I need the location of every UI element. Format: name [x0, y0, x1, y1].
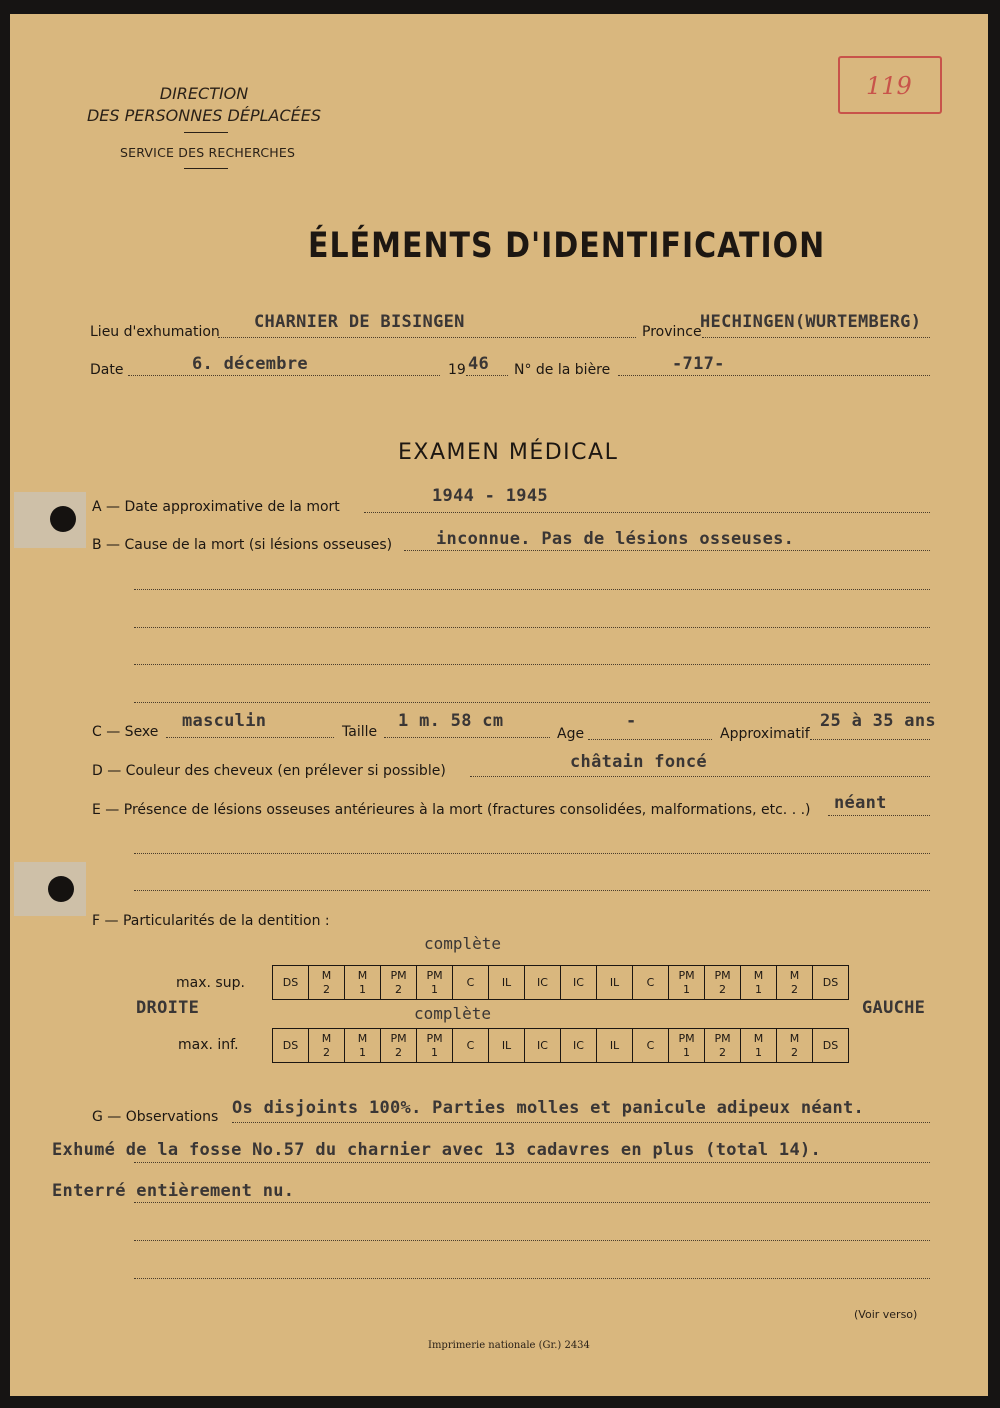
tooth-label: IL — [609, 1038, 620, 1052]
item-a-label: A — Date approximative de la mort — [92, 499, 340, 515]
biere-line — [618, 375, 930, 376]
tooth-label: C — [646, 1038, 655, 1052]
tooth-label: M — [753, 1031, 764, 1045]
tooth-label: M — [357, 1031, 368, 1045]
approx-label: Approximatif — [720, 726, 810, 742]
lieu-line — [218, 337, 636, 338]
tooth-cell — [561, 1029, 597, 1063]
tooth-label: M — [321, 968, 332, 982]
tooth-number: 2 — [719, 1045, 726, 1059]
item-b-value: inconnue. Pas de lésions osseuses. — [436, 529, 795, 549]
item-c-label: C — Sexe — [92, 724, 159, 740]
tooth-label: IC — [537, 975, 548, 989]
punch-hole-top — [50, 506, 76, 532]
tooth-label: M — [357, 968, 368, 982]
item-d-line — [470, 776, 930, 777]
org-line-2: DES PERSONNES DÉPLACÉES — [86, 106, 322, 125]
lower-teeth-chart — [272, 1028, 849, 1063]
tooth-label: IC — [573, 975, 584, 989]
tooth-label: PM — [390, 968, 407, 982]
blank-line-1 — [134, 589, 930, 590]
printer-imprint: Imprimerie nationale (Gr.) 2434 — [428, 1340, 590, 1351]
tooth-cell — [489, 966, 525, 1000]
tooth-label: PM — [714, 968, 731, 982]
date-label: Date — [90, 362, 124, 378]
side-left-label: GAUCHE — [862, 998, 926, 1018]
biere-value: -717- — [672, 354, 725, 374]
tooth-label: M — [789, 1031, 800, 1045]
tooth-label: C — [466, 975, 475, 989]
obs-line-3 — [134, 1202, 930, 1203]
tooth-cell — [525, 1029, 561, 1063]
tooth-label: PM — [678, 1031, 695, 1045]
item-e-line — [828, 815, 930, 816]
lieu-value: CHARNIER DE BISINGEN — [254, 312, 465, 332]
tooth-number: 2 — [719, 982, 726, 996]
sexe-value: masculin — [182, 711, 267, 731]
lieu-label: Lieu d'exhumation — [90, 324, 220, 340]
obs-line-5 — [134, 1278, 930, 1279]
tooth-cell — [597, 1029, 633, 1063]
tooth-label: PM — [678, 968, 695, 982]
tooth-number: 2 — [791, 1045, 798, 1059]
upper-note: complète — [424, 934, 502, 953]
tooth-cell — [345, 966, 381, 1000]
tooth-label: IC — [573, 1038, 584, 1052]
date-line — [128, 375, 440, 376]
tooth-number: 1 — [359, 982, 366, 996]
tooth-number: 1 — [683, 982, 690, 996]
tooth-label: IL — [501, 1038, 512, 1052]
taille-label: Taille — [342, 724, 378, 740]
tooth-label: M — [789, 968, 800, 982]
upper-teeth-row — [273, 966, 849, 1000]
tooth-label: DS — [822, 1038, 839, 1052]
tooth-label: PM — [426, 968, 443, 982]
province-value: HECHINGEN(WURTEMBERG) — [700, 312, 922, 332]
tooth-cell — [417, 1029, 453, 1063]
tooth-number: 2 — [791, 982, 798, 996]
age-value: - — [626, 711, 637, 731]
tooth-cell — [669, 1029, 705, 1063]
obs-line-1 — [232, 1122, 930, 1123]
stamp-number: 119 — [866, 72, 912, 100]
taille-line — [384, 737, 550, 738]
tooth-cell — [813, 1029, 849, 1063]
tooth-number: 2 — [395, 982, 402, 996]
lower-teeth-row — [273, 1029, 849, 1063]
tooth-number: 1 — [359, 1045, 366, 1059]
item-b-label: B — Cause de la mort (si lésions osseuses) — [92, 537, 393, 553]
tooth-label: DS — [282, 1038, 299, 1052]
lower-note: complète — [414, 1004, 492, 1023]
tooth-cell — [417, 966, 453, 1000]
obs-line-4 — [134, 1240, 930, 1241]
tooth-label: PM — [390, 1031, 407, 1045]
header-rule-2 — [184, 168, 228, 169]
province-line — [702, 337, 930, 338]
tooth-cell — [633, 966, 669, 1000]
page-title: ÉLÉMENTS D'IDENTIFICATION — [308, 226, 826, 267]
tooth-label: M — [321, 1031, 332, 1045]
tooth-cell — [705, 966, 741, 1000]
item-f-label: F — Particularités de la dentition : — [92, 913, 330, 929]
org-line-1: DIRECTION — [159, 84, 249, 103]
item-e-value: néant — [834, 793, 887, 813]
tooth-label: PM — [714, 1031, 731, 1045]
year-value: 46 — [468, 354, 490, 374]
blank-line-4 — [134, 702, 930, 703]
obs-value-2: Exhumé de la fosse No.57 du charnier avec 13 cadavres en plus (total 14). — [52, 1140, 822, 1160]
tooth-cell — [273, 966, 309, 1000]
taille-value: 1 m. 58 cm — [398, 711, 504, 731]
punch-hole-bottom — [48, 876, 74, 902]
medical-heading: EXAMEN MÉDICAL — [398, 440, 619, 465]
tooth-label: DS — [282, 975, 299, 989]
blank-line-2 — [134, 627, 930, 628]
tooth-label: PM — [426, 1031, 443, 1045]
tooth-cell — [741, 1029, 777, 1063]
tooth-cell — [597, 966, 633, 1000]
tooth-cell — [381, 966, 417, 1000]
verso-note: (Voir verso) — [854, 1308, 918, 1321]
tooth-label: DS — [822, 975, 839, 989]
tooth-cell — [741, 966, 777, 1000]
tooth-label: IL — [609, 975, 620, 989]
header-rule-1 — [184, 132, 228, 133]
tooth-cell — [309, 1029, 345, 1063]
tooth-cell — [669, 966, 705, 1000]
tooth-number: 1 — [431, 982, 438, 996]
approx-line — [810, 739, 930, 740]
item-e-label: E — Présence de lésions osseuses antérieures à la mort (fractures consolidées, malformations, etc. . .) — [92, 802, 811, 818]
tooth-cell — [777, 966, 813, 1000]
tooth-cell — [309, 966, 345, 1000]
obs-line-2 — [134, 1162, 930, 1163]
tooth-cell — [633, 1029, 669, 1063]
tooth-number: 1 — [755, 982, 762, 996]
blank-line-5 — [134, 853, 930, 854]
service-name: SERVICE DES RECHERCHES — [120, 145, 296, 160]
item-d-value: châtain foncé — [570, 752, 707, 772]
obs-value-3: Enterré entièrement nu. — [52, 1181, 295, 1201]
tooth-label: C — [466, 1038, 475, 1052]
tooth-label: IL — [501, 975, 512, 989]
side-right-label: DROITE — [136, 998, 200, 1018]
tooth-cell — [813, 966, 849, 1000]
tooth-number: 2 — [395, 1045, 402, 1059]
tooth-cell — [453, 966, 489, 1000]
tooth-label: IC — [537, 1038, 548, 1052]
province-label: Province — [642, 324, 702, 340]
age-line — [588, 739, 712, 740]
tooth-number: 1 — [683, 1045, 690, 1059]
date-value: 6. décembre — [192, 354, 308, 374]
tooth-number: 1 — [431, 1045, 438, 1059]
tooth-cell — [381, 1029, 417, 1063]
tooth-cell — [525, 966, 561, 1000]
tooth-label: C — [646, 975, 655, 989]
approx-value: 25 à 35 ans — [820, 711, 936, 731]
upper-teeth-chart — [272, 965, 849, 1000]
item-g-label: G — Observations — [92, 1109, 219, 1125]
tooth-cell — [777, 1029, 813, 1063]
tooth-cell — [489, 1029, 525, 1063]
year-prefix: 19 — [448, 362, 466, 378]
blank-line-3 — [134, 664, 930, 665]
upper-jaw-label: max. sup. — [176, 975, 245, 991]
tooth-cell — [273, 1029, 309, 1063]
tooth-cell — [561, 966, 597, 1000]
item-b-line — [404, 550, 930, 551]
sexe-line — [166, 737, 334, 738]
age-label: Age — [557, 726, 585, 742]
biere-label: N° de la bière — [514, 362, 611, 378]
blank-line-6 — [134, 890, 930, 891]
item-a-line — [364, 512, 930, 513]
tooth-cell — [453, 1029, 489, 1063]
item-d-label: D — Couleur des cheveux (en prélever si possible) — [92, 763, 446, 779]
lower-jaw-label: max. inf. — [178, 1037, 239, 1053]
tooth-number: 2 — [323, 1045, 330, 1059]
item-a-value: 1944 - 1945 — [432, 486, 548, 506]
tooth-cell — [345, 1029, 381, 1063]
year-line — [466, 375, 508, 376]
obs-value-1: Os disjoints 100%. Parties molles et panicule adipeux néant. — [232, 1098, 865, 1118]
tooth-label: M — [753, 968, 764, 982]
tooth-cell — [705, 1029, 741, 1063]
tooth-number: 1 — [755, 1045, 762, 1059]
tooth-number: 2 — [323, 982, 330, 996]
